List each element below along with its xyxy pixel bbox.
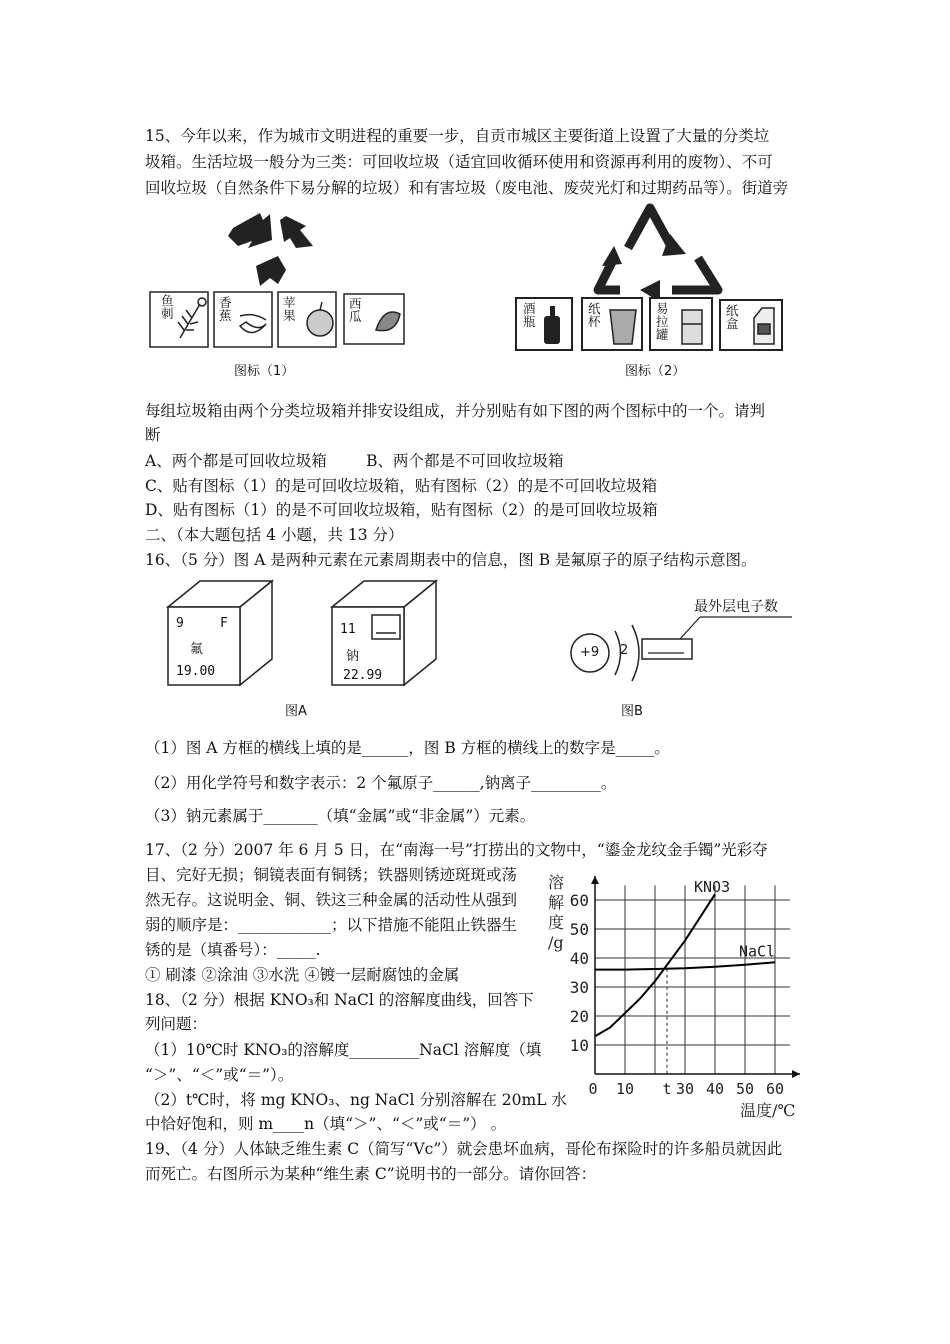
y-axis-label: /g [548, 933, 564, 952]
solubility-chart [540, 868, 825, 1123]
na-name: 钠 [346, 649, 360, 664]
icon1-figure [148, 208, 413, 353]
icon1-item-2: 香蕉 [219, 295, 232, 323]
f-symbol: F [220, 616, 228, 631]
q17-line-6: ① 刷漆 ②涂油 ③水洗 ④镀一层耐腐蚀的金属 [145, 966, 460, 984]
f-mass: 19.00 [176, 664, 216, 679]
q15-line-1: 15、今年以来，作为城市文明进程的重要一步，自贡市城区主要街道上设置了大量的分类垃 [145, 127, 770, 145]
q15-option-c: C、贴有图标（1）的是可回收垃圾箱，贴有图标（2）的是不可回收垃圾箱 [145, 477, 658, 495]
x-tick-label: 0 [588, 1080, 598, 1098]
y-tick-label: 40 [569, 949, 589, 968]
q17-line-1: 17、（2 分）2007 年 6 月 5 日，在“南海一号”打捞出的文物中，“鎏金龙纹金手镯”光彩夺 [145, 841, 768, 859]
x-tick-label: 10 [615, 1080, 635, 1098]
y-tick-label: 20 [569, 1007, 589, 1026]
y-axis-label: 溶 [548, 873, 565, 892]
y-tick-label: 10 [569, 1036, 589, 1055]
q15-line-3: 回收垃圾（自然条件下易分解的垃圾）和有害垃圾（废电池、废荧光灯和过期药品等）。街道旁 [145, 179, 789, 197]
icon1-item-3: 苹果 [283, 295, 296, 323]
f-atomic-number: 9 [176, 616, 184, 631]
q17-line-3: 然无存。这说明金、铜、铁这三种金属的活动性从强到 [145, 891, 518, 909]
outer-electron-label: 最外层电子数 [694, 599, 778, 615]
q18-line-5: （2）t℃时，将 mg KNO₃、ng NaCl 分别溶解在 20mL 水 [145, 1091, 567, 1109]
first-shell-electrons: 2 [620, 643, 629, 658]
q17-line-4: 弱的顺序是：____________；以下措施不能阻止铁器生 [145, 916, 518, 934]
q19-line-2: 而死亡。右图所示为某种“维生素 C”说明书的一部分。请你回答： [145, 1165, 597, 1183]
q16-stem: 16、（5 分）图 A 是两种元素在元素周期表中的信息，图 B 是氟原子的原子结构示意图。 [145, 551, 757, 569]
q15-option-d: D、贴有图标（1）的是不可回收垃圾箱，贴有图标（2）的是可回收垃圾箱 [145, 501, 658, 519]
y-tick-label: 30 [569, 978, 589, 997]
nucleus-charge: +9 [580, 645, 600, 660]
icon1-item-1: 鱼刺 [161, 293, 174, 321]
series-label: NaCl [739, 942, 776, 961]
q15-after-2: 断 [145, 426, 161, 444]
x-tick-label: 30 [675, 1080, 695, 1098]
cube-na-blank-box [372, 615, 400, 639]
q18-line-3: （1）10℃时 KNO₃的溶解度_________NaCl 溶解度（填 [145, 1041, 542, 1059]
outer-electron-box [642, 639, 692, 659]
recycle-icon [598, 208, 718, 290]
broken-recycle-icon [228, 213, 313, 286]
icon1-caption: 图标（1） [234, 364, 295, 379]
cup-icon [610, 310, 636, 344]
fishbone-tile [150, 292, 208, 347]
fig-b-caption: 图B [621, 704, 643, 719]
y-axis-label: 度 [548, 913, 565, 932]
q18-line-4: “＞”、“＜”或“＝”）。 [145, 1066, 294, 1084]
series-label: KNO3 [694, 878, 731, 896]
icon2-item-3: 易拉罐 [656, 301, 669, 342]
icon2-item-2: 纸杯 [588, 301, 601, 329]
section-2-heading: 二、（本大题包括 4 小题，共 13 分） [145, 526, 404, 544]
q19-line-1: 19、（4 分）人体缺乏维生素 C（简写“Vc”）就会患坏血病，哥伦布探险时的许多船员就因此 [145, 1140, 783, 1158]
y-axis-arrow [591, 876, 599, 884]
na-atomic-number: 11 [340, 622, 356, 637]
x-tick-label: 60 [765, 1080, 785, 1098]
leader-line [680, 617, 700, 639]
icon2-item-1: 酒瓶 [523, 301, 536, 329]
icon2-item-4: 纸盒 [726, 303, 739, 331]
y-tick-label: 60 [569, 891, 589, 910]
x-tick-label: 40 [705, 1080, 725, 1098]
q18-line-1: 18、（2 分）根据 KNO₃和 NaCl 的溶解度曲线，回答下 [145, 991, 534, 1009]
x-axis-arrow [792, 1070, 800, 1078]
icon2-caption: 图标（2） [625, 364, 686, 379]
carton-icon [754, 308, 774, 344]
y-tick-label: 50 [569, 920, 589, 939]
q18-line-6: 中恰好饱和，则 m____n（填“＞”、“＜”或“＝”） 。 [145, 1115, 507, 1133]
q18-line-2: 列问题： [145, 1015, 208, 1033]
x-axis-label: 温度/℃ [740, 1101, 796, 1120]
q15-option-ab: A、两个都是可回收垃圾箱 B、两个都是不可回收垃圾箱 [145, 452, 564, 470]
x-tick-label: 50 [735, 1080, 755, 1098]
x-tick-label: t [662, 1080, 672, 1098]
y-axis-label: 解 [548, 893, 565, 912]
shell-arc-2 [632, 625, 639, 681]
icon2-figure [510, 198, 800, 358]
q17-line-5: 锈的是（填番号）：_____. [145, 941, 321, 959]
can-icon [682, 310, 702, 344]
fig-a-caption: 图A [285, 704, 307, 719]
icon1-item-4: 西瓜 [349, 296, 362, 324]
q15-after-1: 每组垃圾箱由两个分类垃圾箱并排安设组成，并分别贴有如下图的两个图标中的一个。请判 [145, 402, 766, 420]
q16-part-1: （1）图 A 方框的横线上填的是______，图 B 方框的横线上的数字是_____。 [145, 739, 670, 757]
f-name: 氟 [190, 642, 204, 657]
q17-line-2: 目、完好无损；铜镜表面有铜锈；铁器则锈迹斑斑或荡 [145, 866, 518, 884]
q15-line-2: 圾箱。生活垃圾一般分为三类：可回收垃圾（适宜回收循环使用和资源再利用的废物）、不可 [145, 153, 773, 171]
na-mass: 22.99 [343, 668, 383, 683]
q16-part-3: （3）钠元素属于_______（填“金属”或“非金属”）元素。 [145, 807, 536, 825]
q16-part-2: （2）用化学符号和数字表示：2 个氟原子______,钠离子_________。 [145, 774, 617, 792]
